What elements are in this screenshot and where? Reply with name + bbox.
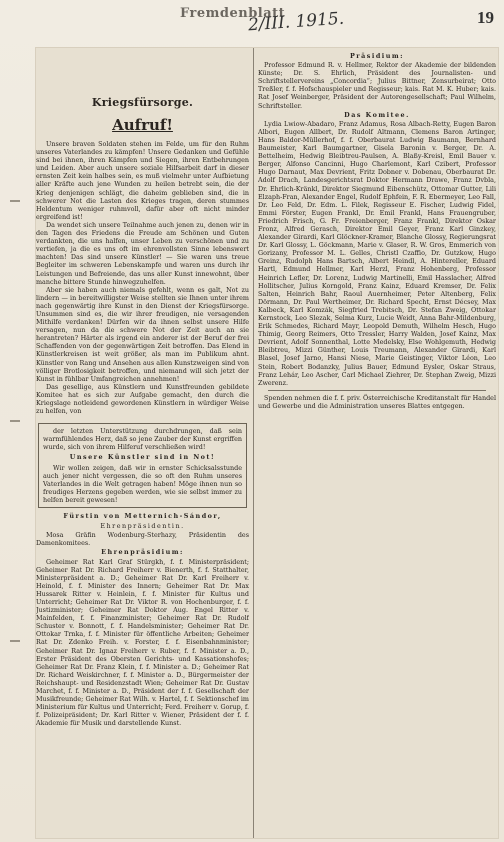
handwritten-date: 2/III. 1915.	[247, 8, 345, 36]
masthead: Fremdenblatt	[180, 6, 286, 21]
committee-heading: Das Komitee.	[344, 110, 410, 119]
committee-list: Lydia Lwiow-Abadaro, Franz Adamus, Rosa Albach-Retty, Eugen Baron Albori, Eugen Allbert, Dr. Rudolf Altmann, Clemens Baron Artinger, Hans Baldor-Müllerhof, f. f. Oberbaurat Ludwig Baumann, Bernhard Baumeister, Karl Baumgartner, Gisela Baronin v. Berger, Dr. A. Bettelheim, Hedwig Bleibtreu-Paulsen, A. Blaßy-Kreisl, Emil Bauer v. Berger, Alfonso Cancinni, Hugo Charlemont, Karl Czibert, Professor Hugo Darnaut, Max Devrient, Fritz Dobner v. Dobenau, Oberbaurat Dr. Adolf Drach, Landesgerichtsrat Doktor Hermann Drawe, Franz Dvbla, Dr. Ehrlich-Kränkl, Direktor Siegmund Eibenschütz, Ottomar Gutter, Lili Elzaph-Fran, Alexander Engel, Rudolf Ephfein, F. R. Ebermeyer, Leo Fall, Dr. Leo Feld, Dr. Edm. L. Filek, Regisseur E. Fischer, Ludwig Fidel, Emmi Förster, Eugen Frankl, Dr. Emil Frankl, Hans Frauengruber, Friedrich Frisch, G. Fr. Freienberger, Franz Frankl, Direktor Oskar Fronz, Alfred Gerasch, Direktor Emil Geyer, Franz Karl Ginzkey, Alexander Girardi, Karl Glöckner-Kramer, Blanche Glossy, Regierungsrat Dr. Karl Glossy, L. Göckmann, Marie v. Glaser, R. W. Gros, Emmerich von Gorizany, Professor M. L. Gelles, Christl Czaffio, Dr. Gutzkow, Hugo Greinz, Rudolph Hans Bartsch, Albert Heindl, A. Hintereller, Eduard Hartl, Edmund Hellmer, Karl Herzl, Franz Hohenberg, Professor Heinrich Lefler, Dr. Lorenz, Ludwig Martinelli, Emil Hasslacher, Alfred Hollitscher, Julius Korngold, Franz Kainz, Eduard Kremser, Dr. Felix Salten, Heinrich Bahr, Raoul Auernheimer, Peter Altenberg, Felix Dörmann, Dr. Paul Wertheimer, Dr. Richard Specht, Ernst Décsey, Max Kalbeck, Karl Komzák, Siegfried Trebitsch, Dr. Stefan Zweig, Ottokar Kernstock, Leo Slezak, Selma Kurz, Lucie Weidt, Anna Bahr-Mildenburg, Erik Schmedes, Richard Mayr, Leopold Demuth, Wilhelm Hesch, Hugo Thimig, Georg Reimers, Otto Tressler, Harry Walden, Josef Kainz, Max Devrient, Adolf Sonnenthal, Lotte Medelsky, Else Wohlgemuth, Hedwig Bleibtreu, Mizzi Günther, Louis Treumann, Alexander Girardi, Karl Blasel, Josef Jarno, Hansi Niese, Marie Geistinger, Viktor Léon, Leo Stein, Robert Bodanzky, Julius Bauer, Edmund Eysler, Oskar Straus, Franz Lehár, Leo Ascher, Carl Michael Ziehrer, Dr. Stephan Zweig, Mizzi Zwerenz.	[258, 119, 496, 387]
honorary-heading: Ehrenpräsidium:	[101, 548, 184, 557]
column-divider	[253, 48, 254, 838]
paragraph: Das gesellige, aus Künstlern und Kunstfreunden gebildete Komitee hat es sich zur Aufgabe gemacht, den durch die Kriegslage notleidend gewordenen Künstlern in würdiger Weise zu helfen, von	[36, 382, 249, 416]
appeal-intro: der letzten Unterstützung durchdrungen, daß sein warmfühlendes Herz, daß so jene Zauber der Kunst ergriffen wurde, sich von ihrem Hilferuf verschließen wird!	[43, 427, 242, 452]
paragraph: Unsere braven Soldaten stehen im Felde, um für den Ruhm unseres Vaterlandes zu kämpfen! Unsere Gedanken und Gefühle sind bei ihnen, ihren Kämpfen und Siegen, ihren Entbehrungen und Leiden. Aber auch unsere soziale Hilfsarbeit darf in dieser ernsten Zeit kein halbes sein, es muß vielmehr unter Aufbietung aller Kräfte auch jene Wunden zu heilen betrebt sein, die der Krieg denjenigen schlägt, die daheim geblieben sind, die in schwerer Not die Lasten des Krieges tragen, deren stummes Heldentum weniger ruhmvoll, dafür aber oft nicht minder ergreifend ist!	[36, 140, 249, 221]
presidium-heading: Präsidium:	[349, 52, 404, 60]
paragraph: Aber sie haben auch niemals gefehlt, wenn es galt, Not zu lindern — in bereitwilligster Weise stellten sie Ihnen unter ihrem nach gegenwärtig ihre Kunst in den Dienst der Kriegsfürsorge. Unsummen sind es, die wir ihrer freudigen, nie versagenden Mithilfe verdanken! Dürfen wir da ihnen selbst unsere Hilfe versagen, nun da die schwere Not der Zeit auch an sie herantreten? Härter als irgend ein anderer ist der Beruf der frei Schaffenden von der gegenwärtigen Zeit betroffen. Das Elend in Künstlerkreisen ist weit größer, als man im Publikum ahnt. Künstler von Rang und Ansehen aus allen Kunstzweigen sind von völliger Brotlosigkeit betroffen, und niemand will sich jetzt der Kunst in fühlbar Umfangreichen annehmen!	[36, 285, 249, 383]
left-column	[36, 48, 249, 838]
right-column	[258, 48, 496, 838]
presidium-list: Professor Edmund R. v. Hellmer, Rektor der Akademie der bildenden Künste; Dr. S. Ehrlich, Präsident des Journalisten- und Schriftstellervereins „Concordia“; Julius Bittner, Zensurbeirat; Otto Treßler, f. f. Hofschauspieler und Regisseur; kais. Rat M. K. Huber; kais. Rat Josef Weinberger, Präsident der Autorengesellschaft; Paul Wilhelm, Schriftsteller.	[258, 61, 496, 110]
paragraph: Da wendet sich unsere Teilnahme auch jenen zu, denen wir in den Tagen des Friedens die Freude am Schönen und Guten verdankten, die uns halfen, unser Leben zu verschönen und zu vertiefen, ja die es uns oft im ehrenvollsten Sinne lebenswert machten! Das sind unsere Künstler! — Sie waren uns treue Begleiter im schweren Lebenskampfe und waren uns durch ihr Leistungen und Befreiende, das uns aller Kunst innewohnt, über manche bittere Stunde hinwegzuhelfen.	[36, 220, 249, 286]
closing-note: Spenden nehmen die f. f. priv. Österreichische Kreditanstalt für Handel und Gewerbe und die Administration unseres Blattes entgegen.	[258, 393, 496, 410]
protector-title: Ehrenpräsidentin.	[100, 522, 185, 531]
article-title: Kriegsfürsorge.	[91, 96, 194, 109]
appeal-body: Wir wollen zeigen, daß wir in ernster Schicksalsstunde auch jener nicht vergessen, die so oft den Ruhm unseres Vaterlandes in die Welt getragen haben! Möge ihnen nun so freudiges Herzens gegeben werden, wie sie selbst immer zu helfen bereit gewesen!	[43, 463, 242, 504]
scan-edge	[0, 0, 36, 842]
honorary-list: Geheimer Rat Karl Graf Stürgkh, f. f. Ministerpräsident; Geheimer Rat Dr. Richard Freiherr v. Bienerth, f. f. Statthalter, Ministerpräsident a. D.; Geheimer Rat Dr. Karl Freiherr v. Heinold, f. f. Minister des Innern; Geheimer Rat Dr. Max Hussarek Ritter v. Heinlein, f. f. Minister für Kultus und Unterricht; Geheimer Rat Dr. Viktor R. von Hochenburger, f. f. Justizminister; Geheimer Rat Doktor Aug. Engel Ritter v. Mainfelden, f. f. Finanzminister; Geheimer Rat Dr. Rudolf Schuster v. Bonnott, f. f. Handelsminister; Geheimer Rat Dr. Ottokar Trnka, f. f. Minister für öffentliche Arbeiten; Geheimer Rat Dr. Zdenko Freih. v. Forster, f. f. Eisenbahnminister; Geheimer Rat Dr. Ignaz Freiherr v. Ruber, f. f. Minister a. D., Erster Präsident des Obersten Gerichts- und Kassationshofes; Geheimer Rat Dr. Franz Klein, f. f. Minister a. D.; Geheimer Rat Dr. Richard Weiskirchner, f. f. Minister a. D., Bürgermeister der Reichshaupt- und Residenzstadt Wien; Geheimer Rat Dr. Gustav Marchet, f. f. Minister a. D., Präsident der f. f. Gesellschaft der Musikfreunde; Geheimer Rat Wilh. v. Hartel, f. f. Sektionschef im Ministerium für Kultus und Unterricht; Ferd. Freiherr v. Gorup, f. f. Polizeipräsident; Dr. Karl Ritter v. Wiener, Präsident der f. f. Akademie für Musik und darstellende Kunst.	[36, 557, 249, 728]
newspaper-clipping	[36, 48, 498, 838]
president-line: Mosa Gräfin Wodenburg-Sterhazy, Präsidentin des Damenkomitees.	[36, 531, 249, 548]
appeal-heading: Unsere Künstler sind in Not!	[69, 453, 216, 462]
divider	[268, 390, 486, 391]
protector-name: Fürstin von Metternich-Sándor,	[63, 512, 222, 521]
appeal-box	[38, 423, 247, 508]
page-header	[0, 4, 504, 38]
article-subtitle: Aufruf!	[112, 116, 173, 134]
page-number: 19	[477, 8, 494, 27]
